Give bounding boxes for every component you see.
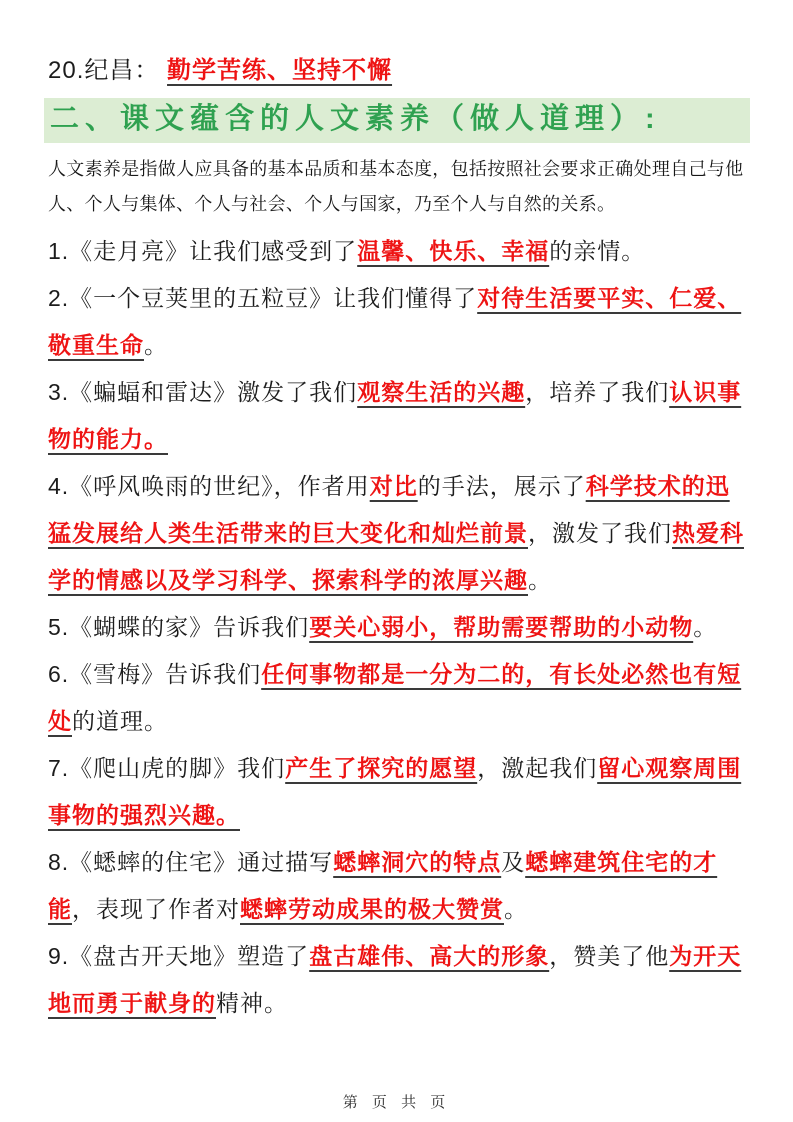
plain-text: 5.《蝴蝶的家》告诉我们: [48, 614, 310, 640]
highlighted-phrase: 蟋蟀建筑住宅的才能: [48, 849, 718, 922]
plain-text: 1.《走月亮》让我们感受到了: [48, 238, 358, 264]
highlighted-phrase: 温馨、快乐、幸福: [357, 238, 550, 264]
section-heading: 二、课文蕴含的人文素养（做人道理）:: [44, 98, 750, 143]
plain-text: 7.《爬山虎的脚》我们: [48, 755, 286, 781]
lesson-item: [48, 463, 750, 604]
plain-text: ，激起我们: [477, 755, 598, 781]
highlighted-phrase: 蟋蟀劳动成果的极大赞赏: [240, 896, 504, 922]
highlighted-phrase: 任何事物都是一分为二的，有长处必然也有短处: [48, 661, 742, 734]
plain-text: ，激发了我们: [528, 520, 672, 546]
plain-text: 3.《蝙蝠和雷达》激发了我们: [48, 379, 358, 405]
highlighted-phrase: 对比: [369, 473, 418, 499]
highlighted-phrase: 热爱科学的情感以及学习科学、探索科学的浓厚兴趣: [48, 520, 744, 593]
highlighted-phrase: 产生了探究的愿望: [285, 755, 478, 781]
highlighted-phrase: 观察生活的兴趣: [357, 379, 526, 405]
lesson-item: [48, 745, 750, 839]
plain-text: 。: [144, 332, 168, 358]
highlighted-phrase: 盘古雄伟、高大的形象: [309, 943, 550, 969]
item-20-highlight: 勤学苦练、坚持不懈: [167, 57, 393, 84]
plain-text: ，赞美了他: [549, 943, 670, 969]
plain-text: 。: [528, 567, 552, 593]
plain-text: 的手法，展示了: [417, 473, 586, 499]
lesson-item: [48, 933, 750, 1027]
highlighted-phrase: 蟋蟀洞穴的特点: [333, 849, 502, 875]
highlighted-phrase: 认识事物的能力。: [48, 379, 742, 452]
highlighted-phrase: 对待生活要平实、仁爱、敬重生命: [48, 285, 742, 358]
plain-text: 9.《盘古开天地》塑造了: [48, 943, 310, 969]
plain-text: ，表现了作者对: [72, 896, 240, 922]
plain-text: 及: [501, 849, 526, 875]
plain-text: 。: [693, 614, 718, 640]
page-footer: 第 页 共 页: [342, 1094, 451, 1111]
plain-text: 的亲情。: [549, 238, 646, 264]
lesson-items-list: [48, 228, 750, 1027]
plain-text: 8.《蟋蟀的住宅》通过描写: [48, 849, 334, 875]
plain-text: 2.《一个豆荚里的五粒豆》让我们懂得了: [48, 285, 478, 311]
plain-text: 。: [504, 896, 528, 922]
highlighted-phrase: 留心观察周围事物的强烈兴趣。: [48, 755, 742, 828]
lesson-item: [48, 839, 750, 933]
plain-text: ，培养了我们: [525, 379, 670, 405]
highlighted-phrase: 科学技术的迅猛发展给人类生活带来的巨大变化和灿烂前景: [48, 473, 730, 546]
lesson-item: [48, 651, 750, 745]
section-description: 人文素养是指做人应具备的基本品质和基本态度，包括按照社会要求正确处理自己与他人、个人与集体、个人与社会、个人与国家，乃至个人与自然的关系。: [48, 159, 744, 214]
item-20-line: [48, 54, 748, 88]
lesson-item: [48, 369, 750, 463]
plain-text: 的道理。: [72, 708, 168, 734]
item-20-prefix: 20.纪昌：: [48, 57, 160, 84]
plain-text: 6.《雪梅》告诉我们: [48, 661, 262, 687]
lesson-item: [48, 604, 750, 651]
plain-text: 精神。: [216, 990, 288, 1016]
lesson-item: [48, 275, 750, 369]
highlighted-phrase: 为开天地而勇于献身的: [48, 943, 742, 1016]
plain-text: 4.《呼风唤雨的世纪》，作者用: [48, 473, 370, 499]
lesson-item: [48, 228, 750, 275]
highlighted-phrase: 要关心弱小，帮助需要帮助的小动物: [309, 614, 694, 640]
